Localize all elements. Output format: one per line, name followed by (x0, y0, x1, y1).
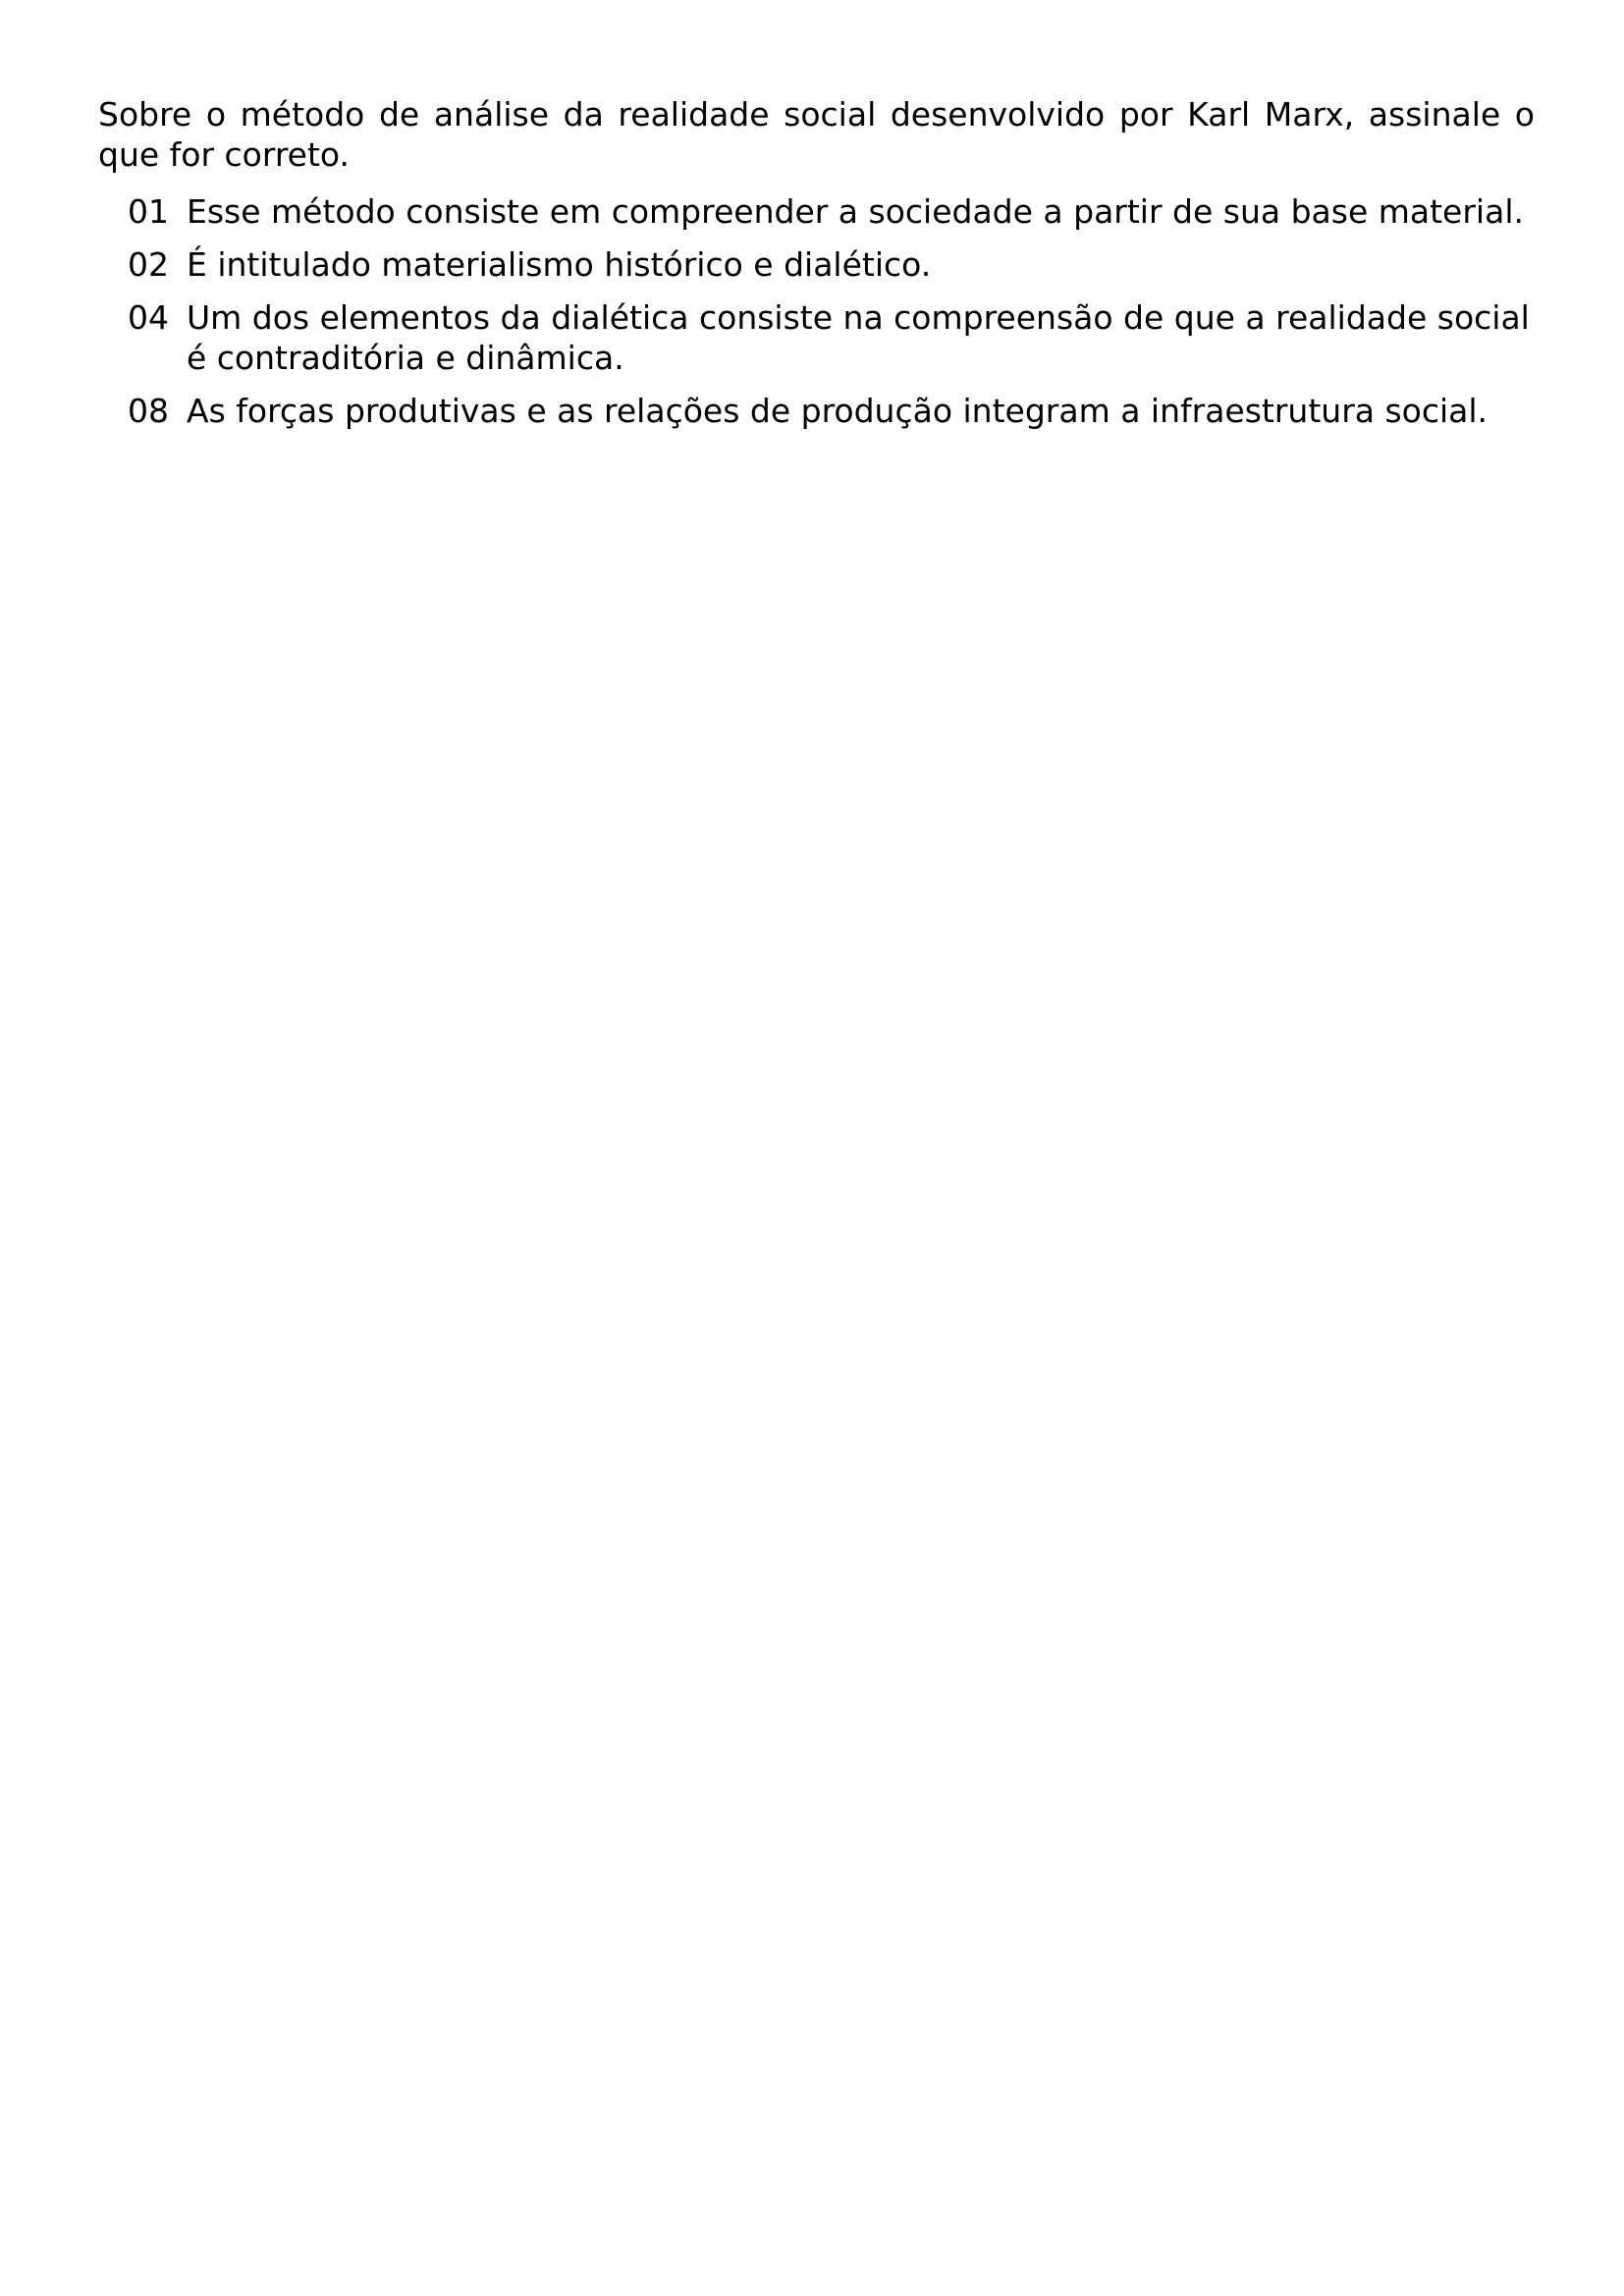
option-text: Um dos elementos da dialética consiste na compreensão de que a realidade social é contraditória e dinâmica. (187, 298, 1530, 377)
option-text: As forças produtivas e as relações de produção integram a infraestrutura social. (187, 392, 1489, 430)
answer-options-list (98, 191, 1535, 431)
question-stem: Sobre o método de análise da realidade social desenvolvido por Karl Marx, assinale o que for correto. (98, 95, 1535, 174)
answer-option-01 (98, 191, 1535, 232)
answer-option-04 (98, 297, 1535, 378)
option-number: 08 (128, 392, 169, 430)
option-text: É intitulado materialismo histórico e dialético. (187, 245, 932, 284)
option-text: Esse método consiste em compreender a sociedade a partir de sua base material. (187, 192, 1524, 231)
document-page (98, 94, 1535, 444)
answer-option-02 (98, 244, 1535, 285)
option-number: 01 (128, 192, 169, 231)
answer-option-08 (98, 391, 1535, 431)
option-number: 02 (128, 245, 169, 284)
option-number: 04 (128, 298, 169, 337)
